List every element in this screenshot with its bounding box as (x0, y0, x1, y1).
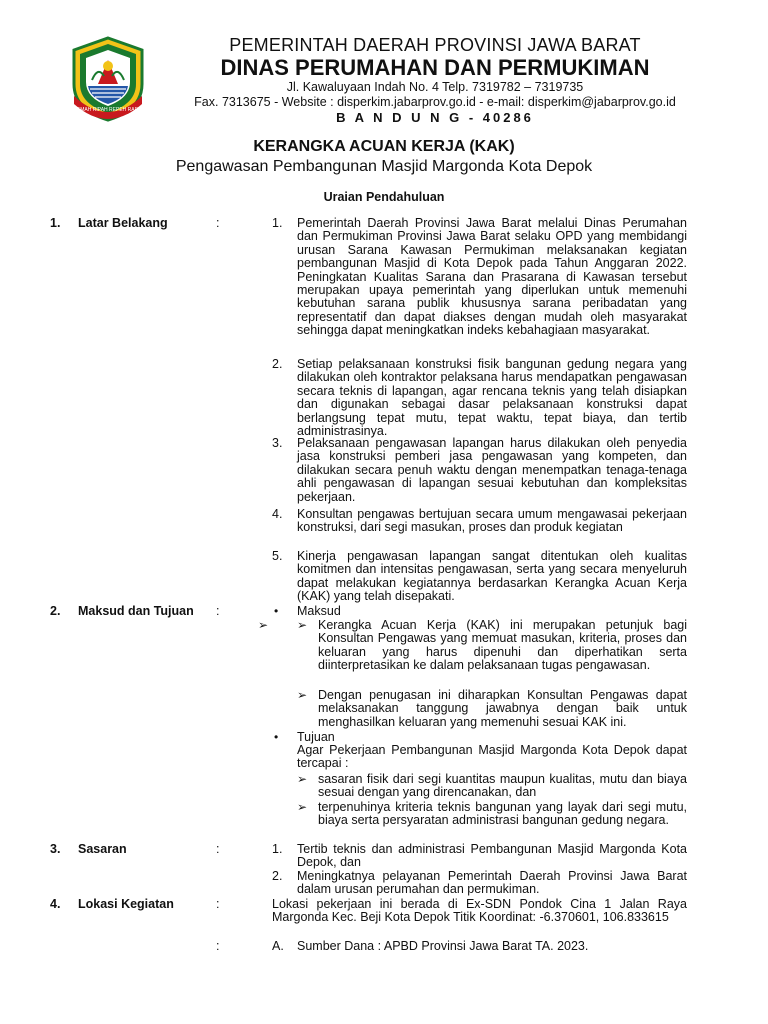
west-java-emblem-logo (68, 36, 148, 122)
bullet-icon: • (274, 604, 279, 618)
bullet-tujuan-label: Tujuan (297, 730, 335, 744)
row-label: Maksud dan Tujuan (78, 604, 194, 618)
list-item-text: Kinerja pengawasan lapangan sangat ditentukan oleh kualitas komitmen dan intensitas pengawasan, serta yang secara menyeluruh dapat melakukan kegiatannya berdasarkan Kerangka Acuan Kerja (KAK) yang telah disepakati. (297, 549, 687, 604)
list-marker: 4. (272, 507, 283, 521)
row-label: Latar Belakang (78, 216, 168, 230)
list-item-text: Pemerintah Daerah Provinsi Jawa Barat melalui Dinas Perumahan dan Permukiman Provinsi Jawa Barat selaku OPD yang membidangi urusan Sarana Kawasan Permukiman melaksanakan kegiatan pembangunan Masjid di Kota Depok pada Tahun Anggaran 2022. Peningkatan Kualitas Sarana dan Prasarana di Kawasan tersebut merupakan upaya pemerintah yang diperlukan untuk memenuhi kebutuhan sarana publik khususnya sarana peribadatan yang representatif dan dapat diakses dengan mudah oleh masyarakat sehingga dapat meningkatkan indeks kebahagiaan masyarakat. (297, 216, 687, 338)
list-marker: 2. (272, 357, 283, 371)
row-number: 4. (50, 897, 61, 911)
list-marker: 1. (272, 216, 283, 230)
bullet-icon: • (274, 730, 279, 744)
list-marker: 2. (272, 869, 283, 883)
bullet-maksud-label: Maksud (297, 604, 341, 618)
row-label: Sasaran (78, 842, 127, 856)
list-item-text: Meningkatnya pelayanan Pemerintah Daerah Provinsi Jawa Barat dalam urusan perumahan dan permukiman. (297, 869, 687, 897)
government-name: PEMERINTAH DAERAH PROVINSI JAWA BARAT (229, 35, 641, 55)
arrow-bullet-icon: ➢ (297, 618, 308, 632)
row-colon: : (216, 897, 220, 911)
list-item-text: Tertib teknis dan administrasi Pembangunan Masjid Margonda Kota Depok, dan (297, 842, 687, 870)
letterhead-text (155, 34, 715, 126)
arrow-bullet-icon: ➢ (297, 772, 308, 786)
row-colon: : (216, 604, 220, 618)
list-item-text: Konsultan pengawas bertujuan secara umum mengawasai pekerjaan konstruksi, dari segi masukan, proses dan produk kegiatan (297, 507, 687, 535)
row-number: 2. (50, 604, 61, 618)
list-item-text: Setiap pelaksanaan konstruksi fisik bangunan gedung negara yang dilakukan oleh kontraktor pelaksana harus mendapatkan pengawasan secara teknis di lapangan, agar rencana teknis yang telah disiapkan dan digunakan sebagai dasar pelaksanaan konstruksi dapat berlangsung tepat mutu, tepat waktu, tepat biaya, dan tertib administrasinya. (297, 357, 687, 439)
maksud-item-text: Dengan penugasan ini diharapkan Konsultan Pengawas dapat melaksanakan tanggung jawabnya dengan baik untuk menghasilkan keluaran yang memenuhi sesuai KAK ini. (318, 688, 687, 729)
row-colon: : (216, 216, 220, 230)
list-marker: 5. (272, 549, 283, 563)
agency-name: DINAS PERUMAHAN DAN PERMUKIMAN (220, 55, 650, 80)
arrow-bullet-icon: ➢ (258, 618, 269, 632)
arrow-bullet-icon: ➢ (297, 688, 308, 702)
list-marker: 3. (272, 436, 283, 450)
tujuan-intro-text: Agar Pekerjaan Pembangunan Masjid Margonda Kota Depok dapat tercapai : (297, 743, 687, 771)
document-subtitle: Pengawasan Pembangunan Masjid Margonda Kota Depok (175, 158, 593, 175)
section-heading: Uraian Pendahuluan (323, 190, 445, 204)
list-marker: A. (272, 939, 284, 953)
agency-contact: Fax. 7313675 - Website : disperkim.jabarprov.go.id - e-mail: disperkim@jabarprov.go.id (194, 95, 676, 109)
svg-text:GEMAH RIPAH REPEH RAPIH: GEMAH RIPAH REPEH RAPIH (73, 107, 143, 113)
location-text: Lokasi pekerjaan ini berada di Ex-SDN Pondok Cina 1 Jalan Raya Margonda Kec. Beji Kota Depok Titik Koordinat: -6.370601, 106.833615 (272, 897, 687, 925)
tujuan-item-text: terpenuhinya kriteria teknis bangunan yang layak dari segi mutu, biaya serta persyaratan administrasi bangunan gedung negara. (318, 800, 687, 828)
arrow-bullet-icon: ➢ (297, 800, 308, 814)
row-number: 3. (50, 842, 61, 856)
row-label: Lokasi Kegiatan (78, 897, 174, 911)
maksud-item-text: Kerangka Acuan Kerja (KAK) ini merupakan petunjuk bagi Konsultan Pengawas yang memuat masukan, kriteria, proses dan keluaran yang harus dipenuhi dan diperhatikan serta diinterpretasikan ke dalam pelaksanaan tugas pengawasan. (318, 618, 687, 673)
agency-city: B A N D U N G - 40286 (336, 110, 534, 125)
list-item-text: Pelaksanaan pengawasan lapangan harus dilakukan oleh penyedia jasa konstruksi pemberi jasa pengawasan yang kompeten, dan dilakukan secara penuh waktu dengan menempatkan tenaga-tenaga ahli pengawasan di lapangan sesuai kebutuhan dan kompleksitas pekerjaan. (297, 436, 687, 504)
row-colon: : (216, 842, 220, 856)
row-number: 1. (50, 216, 61, 230)
letterhead (0, 0, 768, 140)
row-colon: : (216, 939, 220, 953)
funding-source-text: Sumber Dana : APBD Provinsi Jawa Barat TA. 2023. (297, 939, 589, 953)
agency-address: Jl. Kawaluyaan Indah No. 4 Telp. 7319782 – 7319735 (286, 80, 584, 94)
tujuan-item-text: sasaran fisik dari segi kuantitas maupun kualitas, mutu dan biaya sesuai dengan yang direncanakan, dan (318, 772, 687, 800)
document-title: KERANGKA ACUAN KERJA (KAK) (253, 138, 515, 155)
list-marker: 1. (272, 842, 283, 856)
